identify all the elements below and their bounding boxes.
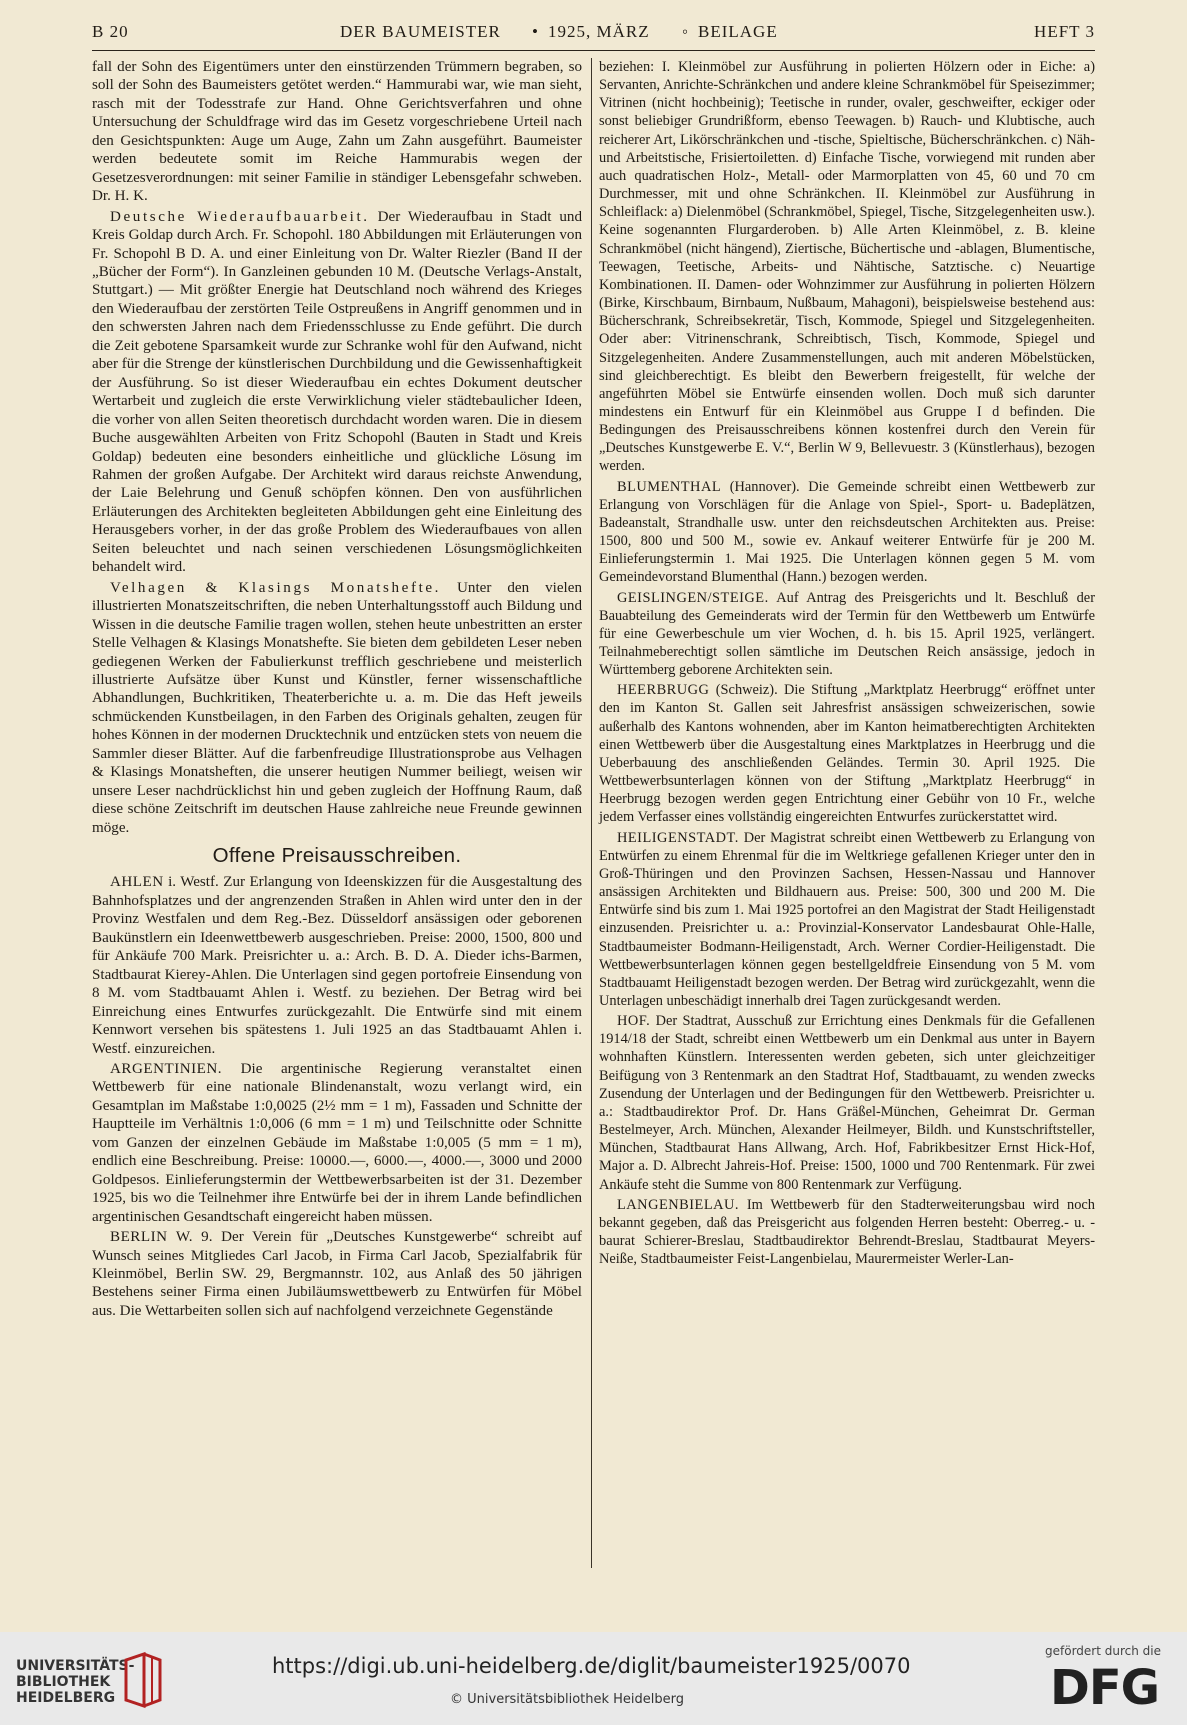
lead-berlin: BERLIN (110, 1229, 168, 1246)
right-column (599, 58, 1095, 1270)
body-hof: Der Stadtrat, Ausschuß zur Errichtung eines Denkmals für die Gefallenen 1914/18 der Stadt, schreibt einen Wettbewerb um ein Denkmal aus unter in Bayern wohnhaften Künstlern. Interessenten werden gebeten, sich unter gleichzeitiger Beifügung von 3 Rentenmark an den Stadtrat Hof, Stadtbauamt, zu wenden zwecks Zusendung der Unterlagen und der Bedingungen für den Wettbewerb. Preisrichter u. a.: Stadtbaudirektor Prof. Dr. Hans Gräßel-München, Geheimrat Dr. German Bestelmeyer, Arch. München, Alexander Heilmeyer, Bildh. und Kunstschriftsteller, München, Stadtbaurat Hans Allwang, Arch. Hof, Fabrikbesitzer Ernst Hick-Hof, Major a. D. Albrecht Jahreis-Hof. Preise: 1500, 1000 und 700 Rentenmark. Für zwei Ankäufe steht die Summe von 800 Rentenmark zur Verfügung. (599, 1013, 1095, 1193)
paragraph-berlin (92, 1228, 582, 1320)
journal-title: DER BAUMEISTER (340, 22, 501, 41)
body-heerbrugg: (Schweiz). Die Stiftung „Marktplatz Heerbrugg“ eröffnet unter den im Kanton St. Gallen seit Jahresfrist ansässigen schweizerischen, sowie außerhalb des Kantons wohnenden, aber im Kanton heimatberechtigten Architekten einen Wettbewerb über die Ausgestaltung eines Marktplatzes in Heerbrugg und die Ueberbauung des anschließenden Geländes. Termin 30. April 1925. Die Wettbewerbsunterlagen können von der Stiftung „Marktplatz Heerbrugg“ in Heerbrugg bezogen werden gegen Entrichtung einer Gebühr von 10 Fr., welche jedem Verfasser eines vollständig eingereichten Entwurfes zurückerstattet wird. (599, 682, 1095, 826)
issue-number: HEFT 3 (1034, 22, 1095, 41)
body-langenbielau: Im Wettbewerb für den Stadterweiterungsbau wird noch bekannt gegeben, daß das Preisgericht aus folgenden Herren besteht: Oberreg.- u. -baurat Schierer-Breslau, Stadtbaudirektor Behrendt-Breslau, Stadtbaurat Meyers-Neiße, Stadtbaumeister Feist-Langenbielau, Maurermeister Werler-Lan- (599, 1196, 1095, 1268)
paragraph-wiederaufbau (92, 208, 582, 577)
header-separator-2: ◦ (682, 22, 690, 41)
paragraph-hof (599, 1012, 1095, 1194)
library-logo-icon (122, 1650, 164, 1710)
lead-ahlen: AHLEN (110, 874, 164, 891)
left-column (92, 58, 582, 1322)
library-line-3: HEIDELBERG (16, 1690, 116, 1706)
body-geislingen: Auf Antrag des Preisgerichts und lt. Beschluß der Bauabteilung des Gemeinderats wird der Termin für den Wettbewerb um Entwürfe für eine Gewerbeschule um vier Wochen, d. h. bis 15. April 1925, verlängert. Teilnahmeberechtigt sollen sämtliche im Deutschen Reich ansässige, jedoch in Württemberg geborene Architekten sein. (599, 589, 1095, 679)
body-wiederaufbau: Der Wiederaufbau in Stadt und Kreis Goldap durch Arch. Fr. Schopohl. 180 Abbildungen mit Erläuterungen von Fr. Schopohl B D. A. und einer Einleitung von Dr. Walter Riezler (Band II der „Bücher der Form“). In Ganzleinen gebunden 10 M. (Deutsche Verlags-Anstalt, Stuttgart.) — Mit größter Energie hat Deutschland noch während des Krieges den Wiederaufbau der zerstörten Teile Ostpreußens in Angriff genommen und in den schwersten Jahren nach dem Friedensschlusse zu Ende geführt. Die durch die Zeit gebotene Sparsamkeit wurde zur Schranke wohl für den Aufwand, nicht aber für die Strenge der künstlerischen Durchbildung und die Gewissenhaftigkeit der Ausführung. So ist dieser Wiederaufbau ein echtes Dokument deutscher Wertarbeit und zugleich die erste Verwirklichung vieler städtebaulicher Ideen, die vorher von allen Seiten theoretisch durchdacht worden waren. Die in diesem Buche ausgewählten Arbeiten von Fritz Schopohl (Bauten in Stadt und Kreis Goldap) bedeuten eine besonders einheitliche und glückliche Lösung im Rahmen der großen Aufgabe. Der Architekt wird daraus reichste Anwendung, der Laie Belehrung und Genuß schöpfen können. Den von ausführlichen Erläuterungen des Architekten begleiteten Abbildungen geht eine Einleitung des Herausgebers vorher, in der das große Problem des Wiederaufbaues von allen Seiten beleuchtet und nach seinen verschiedenen Lösungsmöglichkeiten behandelt wird. (92, 208, 582, 576)
issue-date: 1925, MÄRZ (548, 22, 650, 41)
dfg-logo[interactable]: DFG (1050, 1660, 1160, 1716)
section-label: BEILAGE (698, 22, 778, 41)
copyright-notice: © Universitätsbibliothek Heidelberg (450, 1692, 685, 1707)
body-blumenthal: (Hannover). Die Gemeinde schreibt einen Wettbewerb zur Erlangung von Vorschlägen für die Anlage von Spiel-, Sport- u. Badeplätzen, Badeanstalt, Strandhalle usw. unter den reichsdeutschen Architekten aus. Preise: 1500, 800 und 500 M., sowie ev. Ankauf weiterer Entwürfe für je 200 M. Einlieferungstermin 1. Mai 1925. Die Unterlagen können gegen 5 M. vom Gemeindevorstand Blumenthal (Hann.) bezogen werden. (599, 478, 1095, 586)
lead-heiligenstadt: HEILIGENSTADT. (617, 829, 739, 846)
header-rule (92, 50, 1095, 51)
lead-heerbrugg: HEERBRUGG (617, 682, 710, 699)
lead-wiederaufbau: Deutsche Wiederaufbauarbeit. (110, 208, 370, 225)
running-header (92, 20, 1095, 46)
paragraph-heerbrugg (599, 681, 1095, 826)
library-name (16, 1658, 134, 1706)
paragraph-geislingen (599, 589, 1095, 680)
body-argentinien: Die argentinische Regierung veranstaltet einen Wettbewerb für eine nationale Blindenanstalt, wozu verlangt wird, ein Gesamtplan im Maßstabe 1:0,0025 (2½ mm = 1 m), Fassaden und Schnitte der Hauptteile im Verhältnis 1:0,006 (6 mm = 1 m) und Teilschnitte oder Schnitte vom Ganzen der einzelnen Gebäude im Maßstabe 1:0,005 (5 mm = 1 m), endlich eine Beschreibung. Preise: 10000.—, 6000.—, 4000.—, 3000 und 2000 Goldpesos. Einlieferungstermin der Wettbewerbsarbeiten ist der 31. Dezember 1925, bis wo die Teilnehmer ihre Entwürfe bei der in ihrem Lande befindlichen argentinischen Gesandtschaft eingereicht haben müssen. (92, 1061, 582, 1225)
body-ahlen: i. Westf. Zur Erlangung von Ideenskizzen für die Ausgestaltung des Bahnhofsplatzes und der angrenzenden Straßen in Ahlen wird unter den in der Provinz Westfalen und dem Reg.-Bez. Düsseldorf ansässigen oder geborenen Baukünstlern ein Ideenwettbewerb ausgeschrieben. Preise: 2000, 1500, 800 und für Ankäufe 700 Mark. Preisrichter u. a.: Arch. B. D. A. Dieder ichs-Barmen, Stadtbaurat Kierey-Ahlen. Die Unterlagen sind gegen portofreie Einsendung von 8 M. vom Stadtbauamt Ahlen i. Westf. zu beziehen. Der Betrag wird bei Einreichung eines Entwurfes zurückgezahlt. Die Entwürfe sind mit einem Kennwort versehen bis spätestens 1. Juli 1925 an das Stadtbauamt Ahlen i. Westf. einzureichen. (92, 874, 582, 1057)
page-number: B 20 (92, 22, 129, 41)
body-velhagen: Unter den vielen illustrierten Monatszeitschriften, die neben Unterhaltungsstoff auch Bildung und Wissen in die deutsche Familie tragen wollen, stehen heute unbestritten an erster Stelle Velhagen & Klasings Monatshefte. Sie bieten dem gebildeten Leser neben gediegenen Werken der Fabulierkunst trefflich geschriebene und meisterlich illustrierte Aufsätze über Kunst und Künstler, ferner wissenschaftliche Abhandlungen, Buchkritiken, Theaterberichte u. a. m. Die das Heft jeweils schmückenden Kunstbeilagen, in den Farben des Originals gehalten, zeugen für hohes Können in der modernen Drucktechnik und entzücken stets von neuem die Sammler dieser Blätter. Auf die farbenfreudige Illustrationsprobe aus Velhagen & Klasings Monatsheften, die unserer heutigen Nummer beiliegt, weisen wir unsere Leser nachdrücklichst hin und geben zugleich der Hoffnung Raum, daß diese schöne Zeitschrift im deutschen Hause zahlreiche neue Freunde gewinnen möge. (92, 579, 582, 836)
lead-velhagen: Velhagen & Klasings Monatshefte. (110, 579, 442, 596)
paragraph-ahlen (92, 873, 582, 1058)
paragraph-blumenthal (599, 478, 1095, 587)
lead-langenbielau: LANGENBIELAU. (617, 1196, 740, 1213)
lead-geislingen: GEISLINGEN/STEIGE. (617, 589, 769, 606)
section-heading: Offene Preisausschreiben. (212, 844, 462, 868)
paragraph-argentinien (92, 1060, 582, 1226)
body-berlin: W. 9. Der Verein für „Deutsches Kunstgewerbe“ schreibt auf Wunsch seines Mitgliedes Carl Jacob, in Firma Carl Jacob, Spezialfabrik für Kleinmöbel, Berlin SW. 29, Bergmannstr. 102, aus Anlaß des 50 jährigen Bestehens seiner Firma einen Jubiläumswettbewerb zu Entwürfen für Möbel aus. Die Wettarbeiten sollen sich auf nachfolgend verzeichnete Gegenstände (92, 1229, 582, 1319)
lead-argentinien: ARGENTINIEN. (110, 1061, 223, 1078)
paragraph-kleinmoebel: beziehen: I. Kleinmöbel zur Ausführung in polierten Hölzern oder in Eiche: a) Servanten, Anrichte-Schränkchen und andere kleine Schrankmöbel für Speisezimmer; Vitrinen (nicht hochbeinig); Teetische in runder, ovaler, geschweifter, eckiger oder sonst beliebiger Grundrißform, ebenso Teewagen. b) Rauch- und Klubtische, auch reicherer Art, Likörschränkchen und -tische, Spieltische, Bücherschränkchen. c) Näh- und Arbeitstische, Frisiertoiletten. d) Einfache Tische, vorwiegend mit runden aber auch quadratischen Holz-, Metall- oder Marmorplatten von 45, 60 und 70 cm Durchmesser, mit und ohne Schränkchen. II. Kleinmöbel zur Ausführung in Schleiflack: a) Dielenmöbel (Schrankmöbel, Spiegel, Tische, Sitzgelegenheiten usw.). Keine sogenannten Flurgarderoben. b) Alle Arten Kleinmöbel, z. B. kleine Schrankmöbel (nicht hängend), Ziertische, Büchertische und -ablagen, Blumentische, Teewagen, Teetische, Arbeits- und Nähtische, Satztische. c) Neuartige Kombinationen. II. Damen- oder Wohnzimmer zur Ausführung in polierten Hölzern (Birke, Kirschbaum, Birnbaum, Nußbaum, Mahagoni), beispielsweise bestehend aus: Bücherschrank, Schreibsekretär, Tisch, Kommode, Spiegel und Sitzgelegenheiten. Oder aber: Vitrinenschrank, Schreibtisch, Tisch, Kommode, Spiegel und Sitzgelegenheiten. Andere Zusammenstellungen, auch mit anderen Möbelstücken, sind gleichberechtigt. Es bleibt den Bewerbern freigestellt, für welche der angeführten Möbel sie Entwürfe einsenden wollen. Doch muß sich darunter mindestens ein Entwurf für ein Kleinmöbel aus Gruppe I d befinden. Die Bedingungen des Preisausschreibens können kostenfrei durch den Verein für „Deutsches Kunstgewerbe E. V.“, Berlin W 9, Bellevuestr. 3 (Künstlerhaus), bezogen werden. (599, 59, 1095, 475)
permalink-url[interactable]: https://digi.ub.uni-heidelberg.de/diglit/baumeister1925/0070 (272, 1654, 911, 1678)
library-line-2: BIBLIOTHEK (16, 1674, 111, 1690)
library-line-1: UNIVERSITÄTS- (16, 1658, 135, 1674)
body-heiligenstadt: Der Magistrat schreibt einen Wettbewerb zu Erlangung von Entwürfen zu einem Ehrenmal für die im Weltkriege gefallenen Krieger unter den in Groß-Thüringen und den Provinzen Sachsen, Hessen-Nassau und Hannover ansässigen Architekten und Bildhauern aus. Preise: 500, 300 und 200 M. Die Entwürfe sind bis zum 1. Mai 1925 portofrei an den Magistrat der Stadt Heiligenstadt einzusenden. Preisrichter u. a.: Provinzial-Konservator Landesbaurat Ohle-Halle, Stadtbaumeister Bodmann-Heiligenstadt, Arch. Werner Cordier-Heiligenstadt. Die Wettbewerbsunterlagen können gegen bestellgeldfreie Einsendung von 5 M. vom Stadtbauamt Heiligenstadt bezogen werden. Der Betrag wird zurückgezahlt, wenn die Unterlagen unbeschädigt innerhalb drei Tagen zurückgesandt werden. (599, 829, 1095, 1009)
lead-blumenthal: BLUMENTHAL (617, 478, 722, 495)
lead-hof: HOF. (617, 1013, 651, 1030)
funding-label: gefördert durch die (1045, 1644, 1161, 1658)
paragraph-hammurabi: fall der Sohn des Eigentümers unter den einstürzenden Trümmern begraben, so soll der Sohn des Baumeisters getötet werden.“ Hammurabi war, wie man sieht, rasch mit der Todesstrafe zur Hand. Ohne Gerichtsverfahren und ohne Untersuchung der Schuldfrage wird das im Gesetz vorgeschriebene Urteil nach den Gesichtspunkten: Auge um Auge, Zahn um Zahn ausgeführt. Baumeister werden bedeutete somit im Reiche Hammurabis wegen der Gesetzesverordnungen: mit seiner Familie in ständiger Lebensgefahr schweben. Dr. H. K. (92, 59, 582, 205)
paragraph-langenbielau (599, 1196, 1095, 1269)
header-separator-1: • (532, 22, 539, 41)
viewer-footer (0, 1632, 1187, 1725)
paragraph-heiligenstadt (599, 829, 1095, 1011)
paragraph-velhagen (92, 579, 582, 837)
column-rule (591, 58, 592, 1568)
